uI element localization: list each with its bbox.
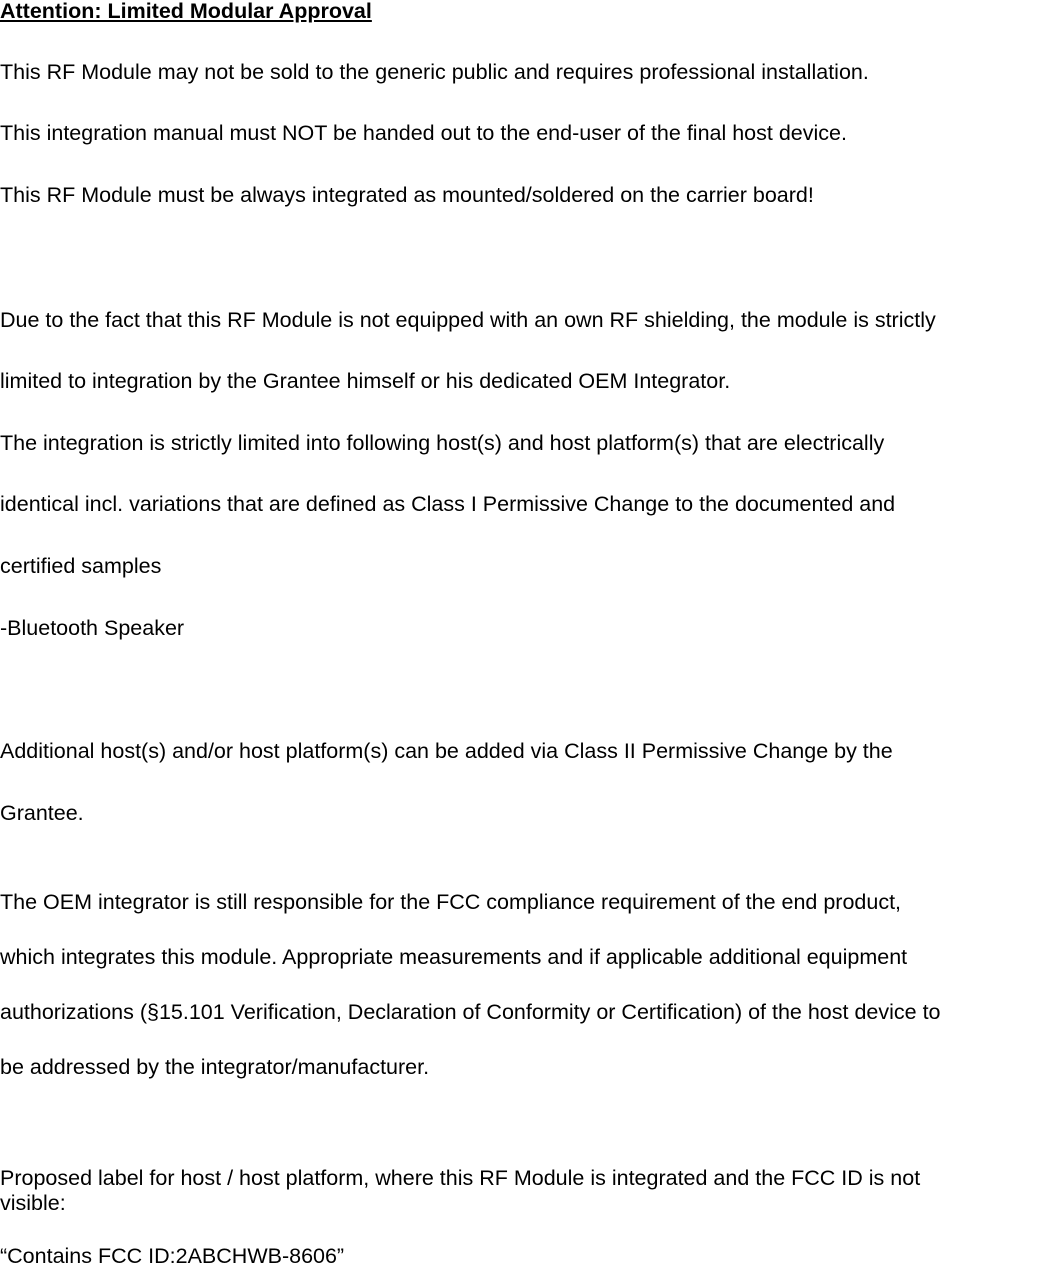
text-line-9: -Bluetooth Speaker <box>0 616 185 640</box>
text-line-6: The integration is strictly limited into following host(s) and host platform(s) that are electrically <box>0 431 885 455</box>
text-line-10: Additional host(s) and/or host platform(s) can be added via Class II Permissive Change by the <box>0 739 893 763</box>
text-line-3: This RF Module must be always integrated as mounted/soldered on the carrier board! <box>0 183 814 207</box>
text-line-16: Proposed label for host / host platform, where this RF Module is integrated and the FCC ID is not <box>0 1166 921 1190</box>
text-line-7: identical incl. variations that are defined as Class I Permissive Change to the documented and <box>0 492 896 516</box>
text-line-13: which integrates this module. Appropriate measurements and if applicable additional equipment <box>0 945 908 969</box>
text-line-12: The OEM integrator is still responsible for the FCC compliance requirement of the end product, <box>0 890 902 914</box>
text-line-11: Grantee. <box>0 801 84 825</box>
text-line-1: This RF Module may not be sold to the generic public and requires professional installation. <box>0 60 869 84</box>
text-line-4: Due to the fact that this RF Module is not equipped with an own RF shielding, the module is strictly <box>0 308 936 332</box>
text-line-17: visible: <box>0 1191 66 1215</box>
heading-limited-modular-approval: Attention: Limited Modular Approval <box>0 0 372 23</box>
text-line-5: limited to integration by the Grantee himself or his dedicated OEM Integrator. <box>0 369 731 393</box>
text-line-15: be addressed by the integrator/manufacturer. <box>0 1055 430 1079</box>
text-line-14: authorizations (§15.101 Verification, Declaration of Conformity or Certification) of the host device to <box>0 1000 941 1024</box>
fcc-id-label-text: “Contains FCC ID:2ABCHWB-8606” <box>0 1244 345 1268</box>
text-line-2: This integration manual must NOT be handed out to the end-user of the final host device. <box>0 121 847 145</box>
text-line-8: certified samples <box>0 554 162 578</box>
